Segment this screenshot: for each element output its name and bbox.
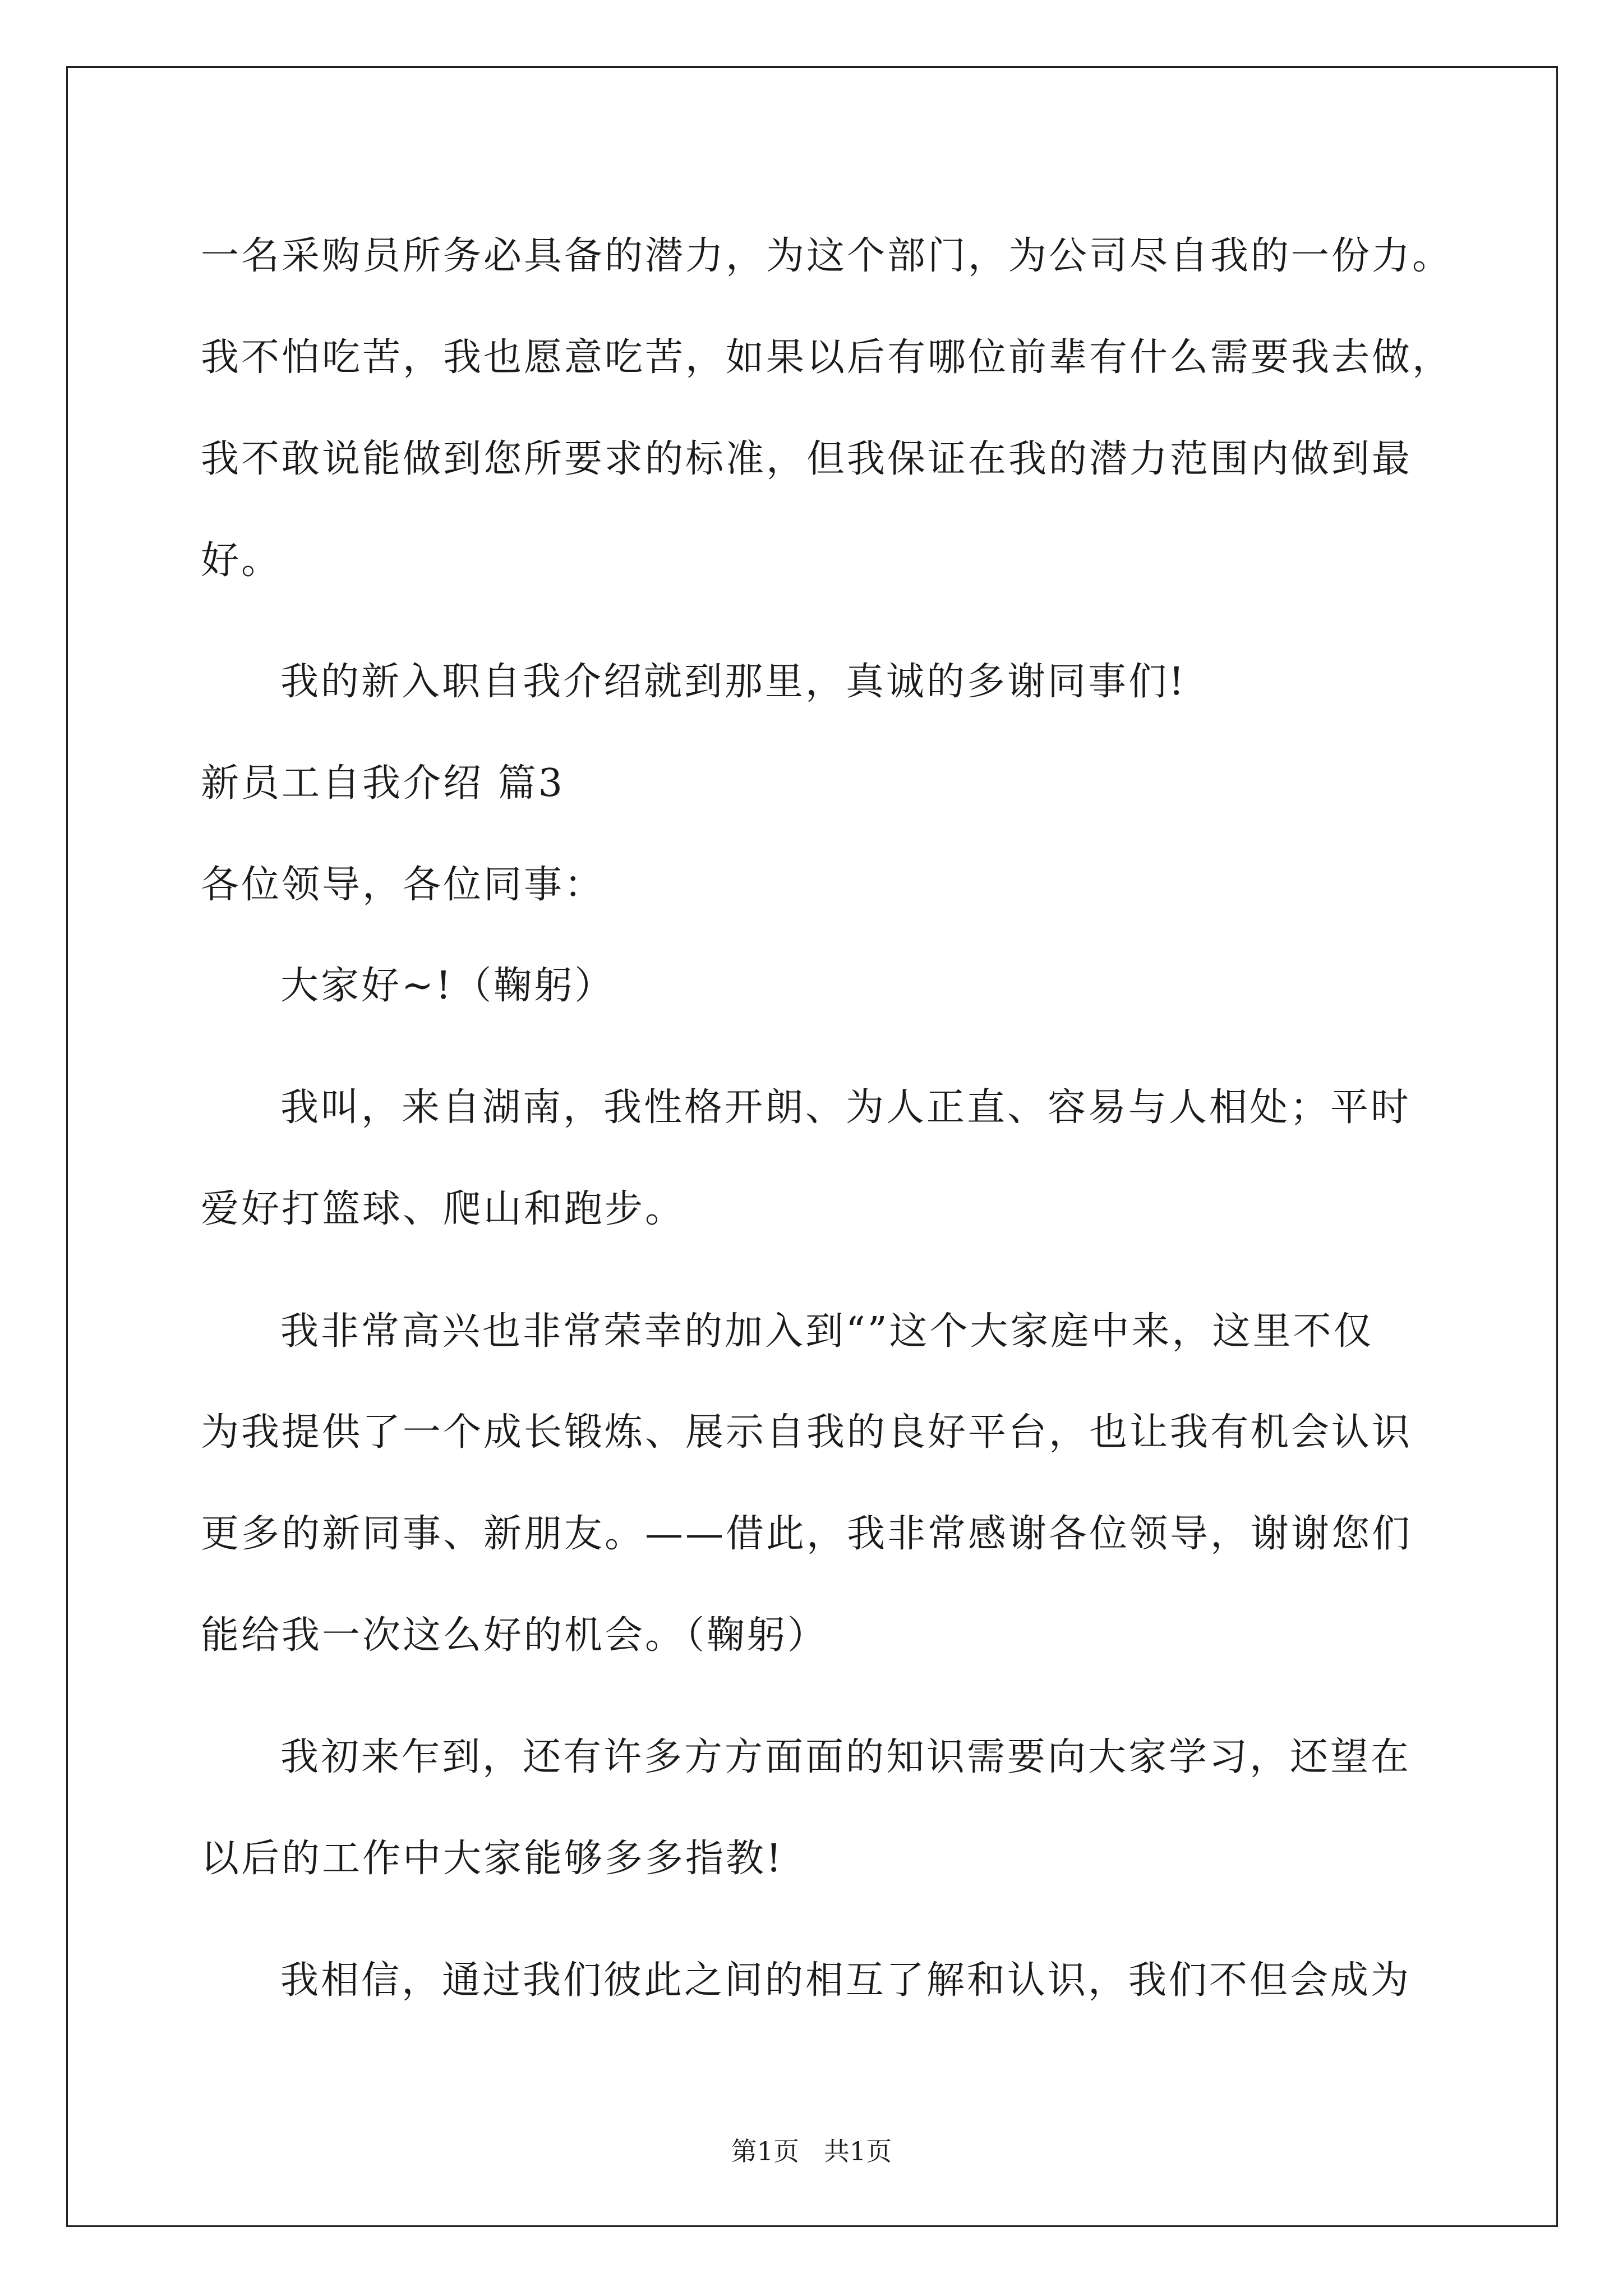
paragraph-line: 更多的新同事、新朋友。——借此，我非常感谢各位领导，谢谢您们 [201,1512,1413,1556]
paragraph-line: 我叫，来自湖南，我性格开朗、为人正直、容易与人相处；平时 [280,1085,1412,1130]
paragraph-line: 我初来乍到，还有许多方方面面的知识需要向大家学习，还望在 [280,1735,1412,1779]
paragraph-line: 一名采购员所务必具备的潜力，为这个部门，为公司尽自我的一份力。 [201,234,1453,278]
page-frame [66,66,1558,2227]
paragraph-line: 爱好打篮球、爬山和跑步。 [201,1187,686,1231]
paragraph-line: 我不怕吃苦，我也愿意吃苦，如果以后有哪位前辈有什么需要我去做， [201,335,1453,380]
paragraph-line: 以后的工作中大家能够多多指教! [201,1837,784,1881]
paragraph-line: 我相信，通过我们彼此之间的相互了解和认识，我们不但会成为 [280,1958,1412,2003]
paragraph-line: 我的新入职自我介绍就到那里，真诚的多谢同事们! [280,660,1187,704]
salutation-line: 各位领导，各位同事： [201,863,605,907]
paragraph-line: 我非常高兴也非常荣幸的加入到“”这个大家庭中来，这里不仅 [280,1309,1374,1354]
paragraph-line: 大家好~!（鞠躬） [280,964,615,1008]
paragraph-line: 能给我一次这么好的机会。（鞠躬） [201,1613,828,1658]
paragraph-line: 好。 [201,539,282,583]
paragraph-line: 为我提供了一个成长锻炼、展示自我的良好平台，也让我有机会认识 [201,1410,1413,1455]
page-number-footer: 第1页 共1页 [731,2136,892,2166]
section-heading: 新员工自我介绍 篇3 [201,761,565,806]
paragraph-line: 我不敢说能做到您所要求的标准，但我保证在我的潜力范围内做到最 [201,437,1413,481]
